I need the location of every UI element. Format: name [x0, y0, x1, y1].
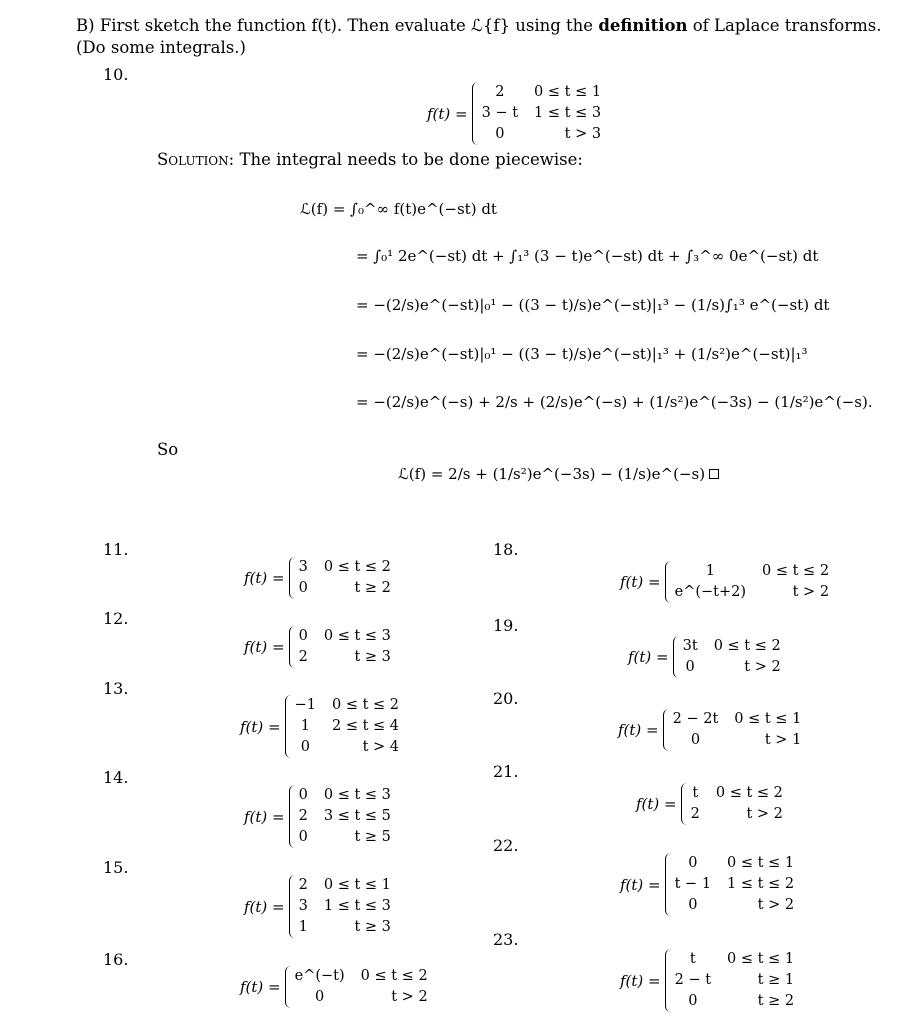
piece-condition: 0 ≤ t ≤ 3 — [323, 787, 391, 803]
piece-value: 0 — [298, 628, 308, 644]
piece-condition: t > 3 — [564, 126, 602, 142]
instructions-text-after: of Laplace transforms. (Do some integrals.) — [76, 16, 882, 57]
piece-condition: t > 4 — [362, 739, 400, 755]
problem-function — [620, 853, 798, 916]
piece-value: 0 — [315, 989, 325, 1005]
example-number: 10. — [103, 65, 129, 84]
piece-condition: 0 ≤ t ≤ 1 — [727, 855, 795, 871]
problem-function — [618, 709, 805, 751]
function-lhs: f(t) = — [240, 717, 281, 736]
derivation-step-4: = −(2/s)e^(−st)|₀¹ − ((3 − t)/s)e^(−st)|₁³ + (1/s²)e^(−st)|₁³ — [356, 345, 808, 363]
piece-value: t — [689, 951, 696, 967]
problem-function — [244, 626, 395, 668]
brace — [663, 709, 806, 751]
instructions-text-before: First sketch the function f(t). Then evaluate ℒ{f} using the — [99, 16, 599, 35]
problem-number: 19. — [493, 616, 519, 635]
piece-value: e^(−t+2) — [674, 584, 747, 600]
solution-line — [157, 150, 583, 169]
function-lhs: f(t) = — [620, 573, 661, 591]
brace — [665, 561, 833, 603]
problem-function — [240, 695, 403, 758]
brace — [289, 557, 395, 599]
piece-condition: 2 ≤ t ≤ 4 — [332, 718, 400, 734]
piece-condition: 0 ≤ t ≤ 1 — [323, 877, 391, 893]
part-label: B) — [76, 16, 95, 35]
piece-condition: 0 ≤ t ≤ 2 — [332, 697, 400, 713]
piece-value: 0 — [298, 787, 308, 803]
function-lhs: f(t) = — [636, 795, 677, 813]
piece-value: 1 — [300, 718, 310, 734]
brace — [285, 966, 432, 1008]
solution-label: Solution: — [157, 150, 235, 169]
piece-value: 2 — [690, 806, 700, 822]
piece-value: 0 — [688, 993, 698, 1009]
piece-condition: t ≥ 3 — [354, 919, 391, 935]
derivation-step-2: = ∫₀¹ 2e^(−st) dt + ∫₁³ (3 − t)e^(−st) dt + ∫₃^∞ 0e^(−st) dt — [356, 247, 819, 265]
piece-condition: 0 ≤ t ≤ 3 — [323, 628, 391, 644]
brace — [673, 636, 785, 678]
piece-condition: t > 2 — [391, 989, 428, 1005]
piece-condition: 3 ≤ t ≤ 5 — [323, 808, 391, 824]
instructions — [76, 15, 896, 59]
brace — [289, 626, 395, 668]
problem-function — [628, 636, 785, 678]
piece-condition: t > 1 — [764, 732, 802, 748]
piece-value: 3 — [298, 559, 308, 575]
problem-number: 16. — [103, 950, 129, 969]
piece-condition: 0 ≤ t ≤ 1 — [734, 711, 802, 727]
piece-value: 1 — [298, 919, 308, 935]
problem-function — [636, 783, 787, 825]
piece-condition: 0 ≤ t ≤ 1 — [534, 84, 602, 100]
function-lhs: f(t) = — [244, 807, 285, 826]
piece-condition: t ≥ 5 — [354, 829, 391, 845]
piece-condition: t > 2 — [757, 897, 795, 913]
final-result — [398, 465, 719, 483]
piece-value: 2 — [298, 808, 308, 824]
qed-icon — [709, 469, 719, 479]
piece-value: −1 — [294, 697, 316, 713]
problem-number: 23. — [493, 930, 519, 949]
problem-function — [244, 875, 395, 938]
problem-function — [244, 785, 395, 848]
piece-value: 3t — [682, 638, 698, 654]
problem-number: 14. — [103, 768, 129, 787]
piece-condition: t ≥ 2 — [354, 580, 391, 596]
piece-value: 1 — [705, 563, 715, 579]
function-lhs: f(t) = — [240, 978, 281, 996]
piece-value: 0 — [688, 855, 698, 871]
instructions-bold: definition — [598, 16, 688, 35]
brace — [472, 82, 605, 145]
piece-condition: t ≥ 3 — [354, 649, 391, 665]
piece-condition: 1 ≤ t ≤ 2 — [727, 876, 795, 892]
piece-value: 2 — [298, 649, 308, 665]
brace — [665, 949, 798, 1012]
piece-value: 0 — [298, 829, 308, 845]
brace — [681, 783, 787, 825]
problem-number: 12. — [103, 609, 129, 628]
piece-condition: 0 ≤ t ≤ 2 — [713, 638, 781, 654]
piece-condition: 0 ≤ t ≤ 2 — [715, 785, 783, 801]
piece-value: 0 — [300, 739, 310, 755]
problem-number: 22. — [493, 836, 519, 855]
problem-function — [620, 561, 833, 603]
piece-condition: t > 2 — [744, 659, 781, 675]
problem-number: 13. — [103, 679, 129, 698]
piece-condition: t ≥ 2 — [757, 993, 795, 1009]
problem-number: 11. — [103, 540, 129, 559]
piece-value: 0 — [688, 897, 698, 913]
piece-value: 0 — [685, 659, 695, 675]
function-lhs: f(t) = — [620, 971, 661, 990]
function-lhs: f(t) = — [620, 875, 661, 894]
function-lhs: f(t) = — [628, 648, 669, 666]
piece-value: 2 − 2t — [672, 711, 719, 727]
piece-condition: 0 ≤ t ≤ 2 — [360, 968, 428, 984]
piece-condition: t ≥ 1 — [757, 972, 795, 988]
brace — [289, 875, 395, 938]
piece-value: t — [692, 785, 699, 801]
piece-condition: 0 ≤ t ≤ 1 — [727, 951, 795, 967]
piece-condition: 0 ≤ t ≤ 2 — [762, 563, 830, 579]
piece-value: 2 — [298, 877, 308, 893]
derivation-step-1: ℒ(f) = ∫₀^∞ f(t)e^(−st) dt — [300, 200, 497, 218]
brace — [665, 853, 798, 916]
piece-value: 2 — [495, 84, 505, 100]
example-function — [427, 82, 605, 145]
so-label: So — [157, 440, 179, 459]
function-lhs: f(t) = — [244, 897, 285, 916]
piece-value: t − 1 — [674, 876, 712, 892]
piece-value: 0 — [495, 126, 505, 142]
derivation-step-3: = −(2/s)e^(−st)|₀¹ − ((3 − t)/s)e^(−st)|₁³ − (1/s)∫₁³ e^(−st) dt — [356, 296, 830, 314]
piece-value: e^(−t) — [294, 968, 345, 984]
piece-value: 3 — [298, 898, 308, 914]
brace — [285, 695, 403, 758]
problem-number: 18. — [493, 540, 519, 559]
problem-number: 21. — [493, 762, 519, 781]
problem-function — [244, 557, 395, 599]
piece-condition: 1 ≤ t ≤ 3 — [323, 898, 391, 914]
function-lhs: f(t) = — [618, 721, 659, 739]
problem-number: 15. — [103, 858, 129, 877]
solution-text: The integral needs to be done piecewise: — [239, 150, 583, 169]
function-lhs: f(t) = — [244, 638, 285, 656]
piece-condition: t > 2 — [792, 584, 830, 600]
piece-value: 0 — [690, 732, 701, 748]
brace — [289, 785, 395, 848]
derivation-step-5: = −(2/s)e^(−s) + 2/s + (2/s)e^(−s) + (1/s²)e^(−3s) − (1/s²)e^(−s). — [356, 393, 873, 411]
piece-value: 2 − t — [674, 972, 712, 988]
problem-function — [240, 966, 432, 1008]
piece-condition: 0 ≤ t ≤ 2 — [323, 559, 391, 575]
piece-condition: t > 2 — [746, 806, 783, 822]
function-lhs: f(t) = — [427, 104, 468, 123]
piece-condition: 1 ≤ t ≤ 3 — [534, 105, 602, 121]
piece-value: 3 − t — [481, 105, 519, 121]
final-result-text: ℒ(f) = 2/s + (1/s²)e^(−3s) − (1/s)e^(−s) — [398, 465, 706, 483]
piece-value: 0 — [298, 580, 308, 596]
problem-function — [620, 949, 798, 1012]
problem-number: 20. — [493, 689, 519, 708]
function-lhs: f(t) = — [244, 569, 285, 587]
